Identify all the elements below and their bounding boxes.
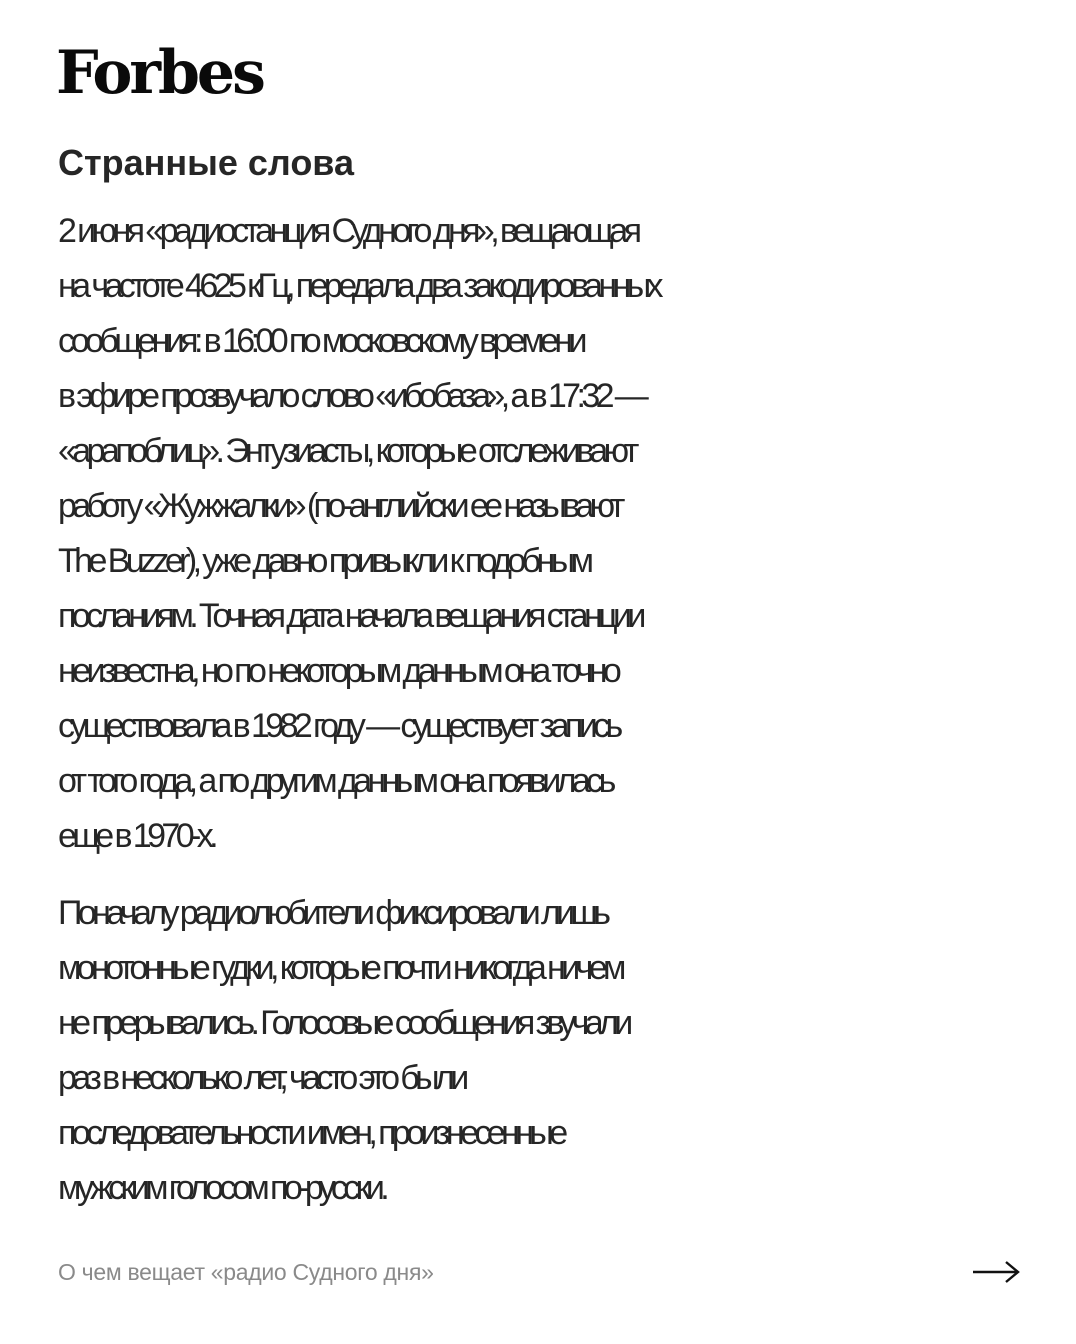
- paragraph-line: от того года, а по другим данным она появилась: [58, 762, 612, 800]
- paragraph-line: The Buzzer), уже давно привыкли к подобным: [58, 542, 590, 580]
- paragraph-line: еще в 1970-х.: [58, 817, 214, 855]
- next-article-title[interactable]: О чем вещает «радио Судного дня»: [58, 1258, 434, 1285]
- paragraph-line: сообщения: в 16:00 по московскому времени: [58, 322, 583, 360]
- paragraph-line: «арапоблиц». Энтузиасты, которые отслеживают: [58, 432, 635, 470]
- paragraph-line: раз в несколько лет, часто это были: [58, 1059, 465, 1097]
- arrow-right-icon[interactable]: [972, 1260, 1020, 1284]
- paragraph-line: существовала в 1982 году — существует запись: [58, 707, 619, 745]
- paragraph-line: неизвестна, но по некоторым данным она точно: [58, 652, 618, 690]
- paragraph-line: монотонные гудки, которые почти никогда ничем: [58, 949, 622, 987]
- paragraph-line: работу «Жужжалки» (по-английски ее называют: [58, 487, 621, 525]
- next-article-link[interactable]: [58, 1252, 1020, 1292]
- article-paragraph: [58, 886, 1018, 1216]
- paragraph-line: 2 июня «радиостанция Судного дня», вещающая: [58, 212, 638, 250]
- article-paragraph: [58, 204, 1018, 864]
- paragraph-line: посланиям. Точная дата начала вещания станции: [58, 597, 642, 635]
- article-body: [58, 204, 1018, 1216]
- forbes-logo: Forbes: [56, 38, 263, 108]
- paragraph-line: на частоте 4625 кГц, передала два закодированных: [58, 267, 659, 305]
- article-headline: Странные слова: [58, 142, 354, 183]
- paragraph-line: мужским голосом по-русски.: [58, 1169, 386, 1207]
- paragraph-line: Поначалу радиолюбители фиксировали лишь: [58, 894, 607, 932]
- paragraph-line: последовательности имен, произнесенные: [58, 1114, 564, 1152]
- paragraph-line: в эфире прозвучало слово «ибобаза», а в 17:32 —: [58, 377, 645, 415]
- paragraph-line: не прерывались. Голосовые сообщения звучали: [58, 1004, 629, 1042]
